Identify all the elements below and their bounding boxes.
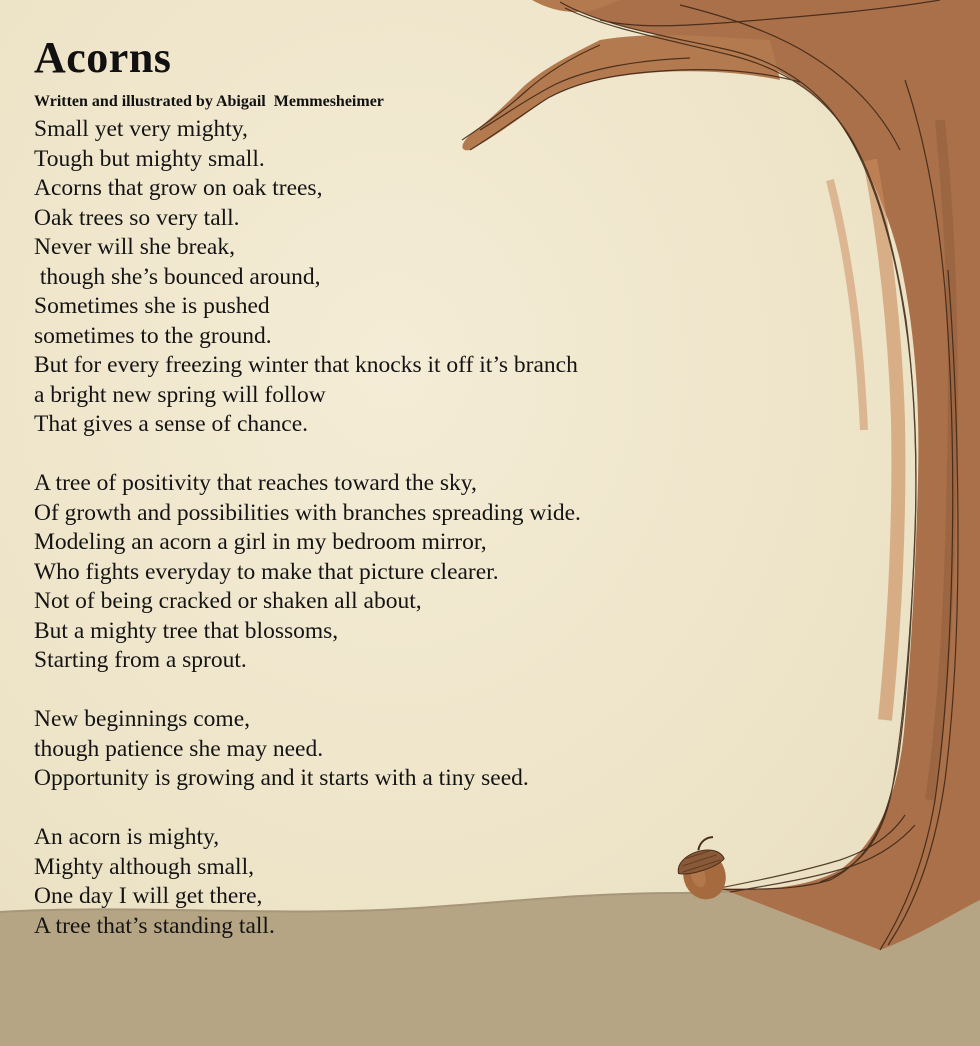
stanza-3 xyxy=(34,705,674,794)
poem-line: Tough but mighty small. xyxy=(34,145,265,172)
poem-line: Modeling an acorn a girl in my bedroom mirror, xyxy=(34,529,487,555)
stanza-4 xyxy=(34,823,674,941)
stanza-2 xyxy=(34,469,674,676)
poem-line: a bright new spring will follow xyxy=(34,381,326,408)
poem-line: Mighty although small, xyxy=(34,853,254,880)
poem-line: A tree that’s standing tall. xyxy=(34,912,275,939)
poem-line: An acorn is mighty, xyxy=(34,824,220,850)
stanza-1 xyxy=(34,115,674,440)
poem-line: Starting from a sprout. xyxy=(34,647,247,673)
poem-line: But a mighty tree that blossoms, xyxy=(34,617,339,644)
poem-line: Oak trees so very tall. xyxy=(34,204,240,231)
poem-line: Acorns that grow on oak trees, xyxy=(34,175,323,201)
poem-line: sometimes to the ground. xyxy=(34,322,272,349)
poem-line: One day I will get there, xyxy=(34,883,263,909)
poem-line: Small yet very mighty, xyxy=(34,116,248,142)
poem-line: though patience she may need. xyxy=(34,735,324,762)
poem-line: though she’s bounced around, xyxy=(34,263,321,290)
poem-line: A tree of positivity that reaches toward the sky, xyxy=(34,470,477,496)
poem-line: Of growth and possibilities with branches spreading wide. xyxy=(34,499,581,526)
poem-line: Sometimes she is pushed xyxy=(34,293,270,319)
poem-line: New beginnings come, xyxy=(34,706,251,732)
poem-line: Never will she break, xyxy=(34,234,235,260)
poem-byline: Written and illustrated by Abigail Memmesheimer xyxy=(34,93,384,110)
poem-line: Not of being cracked or shaken all about, xyxy=(34,588,422,614)
poem-line: But for every freezing winter that knocks it off it’s branch xyxy=(34,352,578,378)
poem-title: Acorns xyxy=(34,33,172,82)
poem-body xyxy=(34,115,674,971)
poem-line: Opportunity is growing and it starts with a tiny seed. xyxy=(34,765,529,791)
poem-line: Who fights everyday to make that picture clearer. xyxy=(34,558,499,585)
poem-line: That gives a sense of chance. xyxy=(34,411,309,437)
